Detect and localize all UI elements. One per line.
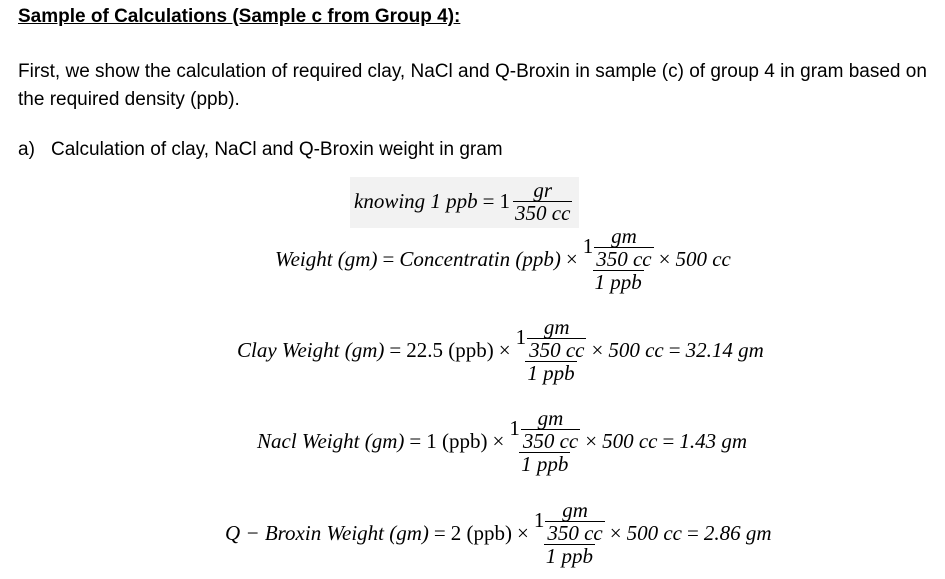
fraction-denominator: 350 cc	[515, 201, 571, 226]
list-item-letter: a)	[18, 139, 35, 160]
qbroxin-weight-lhs: Q − Broxin Weight (gm)	[225, 520, 429, 545]
times-sign: ×	[591, 337, 604, 362]
clay-result: 32.14 gm	[685, 337, 764, 362]
times-sign: ×	[658, 246, 671, 271]
times-sign: ×	[517, 520, 529, 545]
conversion-denominator: 1 ppb	[527, 361, 575, 386]
clay-weight-lhs: Clay Weight (gm)	[237, 337, 385, 362]
times-sign: ×	[492, 428, 505, 453]
qbroxin-result: 2.86 gm	[703, 520, 772, 545]
equals-sign: =	[382, 246, 395, 271]
mixed-whole: 1	[582, 233, 594, 258]
conversion-denominator: 1 ppb	[545, 544, 593, 569]
inner-denominator: 350 cc	[529, 338, 585, 363]
inner-numerator: gm	[611, 224, 637, 248]
equation-clay-weight	[237, 316, 764, 384]
times-sign: ×	[609, 520, 622, 545]
volume-value: 500 cc	[608, 337, 664, 362]
weight-formula-lhs: Weight (gm)	[275, 246, 378, 271]
equals-sign: =	[482, 189, 495, 214]
inner-denominator: 350 cc	[596, 247, 652, 272]
nacl-result: 1.43 gm	[679, 428, 747, 453]
nacl-weight-lhs: Nacl Weight (gm)	[257, 428, 405, 453]
fraction-numerator: gr	[533, 178, 553, 202]
equation-qbroxin-weight	[225, 499, 772, 567]
intro-paragraph: First, we show the calculation of required clay, NaCl and Q-Broxin in sample (c) of group 4 in gram based on the required density (ppb).	[18, 61, 927, 110]
times-sign: ×	[565, 246, 578, 271]
equals-sign: =	[433, 520, 446, 545]
nacl-concentration: 1 (ppb)	[426, 428, 488, 453]
inner-denominator: 350 cc	[547, 521, 603, 546]
equals-sign: =	[687, 520, 699, 545]
equals-sign: =	[662, 428, 675, 453]
ppb-definition-box	[350, 177, 579, 228]
equals-sign: =	[389, 337, 402, 362]
volume-value: 500 cc	[675, 246, 731, 271]
mixed-whole: 1	[509, 415, 520, 440]
times-sign: ×	[585, 428, 598, 453]
equation-nacl-weight	[257, 407, 747, 475]
equation-weight-formula	[275, 225, 731, 293]
mixed-whole: 1	[499, 189, 511, 214]
clay-concentration: 22.5 (ppb)	[406, 337, 494, 362]
mixed-whole: 1	[515, 324, 527, 349]
section-heading: Sample of Calculations (Sample c from Group 4):	[18, 6, 461, 27]
list-item-text: Calculation of clay, NaCl and Q-Broxin weight in gram	[51, 139, 503, 160]
weight-formula-concentration: Concentratin (ppb)	[399, 246, 561, 271]
times-sign: ×	[498, 337, 511, 362]
inner-numerator: gm	[543, 315, 570, 339]
equals-sign: =	[409, 428, 422, 453]
volume-value: 500 cc	[626, 520, 683, 545]
inner-denominator: 350 cc	[522, 429, 579, 454]
equals-sign: =	[668, 337, 681, 362]
qbroxin-concentration: 2 (ppb)	[450, 520, 513, 545]
inner-numerator: gm	[562, 498, 588, 522]
ppb-definition-lhs: knowing 1 ppb	[354, 189, 478, 214]
volume-value: 500 cc	[602, 428, 658, 453]
conversion-denominator: 1 ppb	[521, 452, 569, 477]
list-item-a	[18, 139, 503, 161]
mixed-whole: 1	[533, 507, 545, 532]
conversion-denominator: 1 ppb	[594, 270, 642, 295]
equation-ppb-definition	[350, 177, 579, 228]
inner-numerator: gm	[537, 406, 564, 430]
